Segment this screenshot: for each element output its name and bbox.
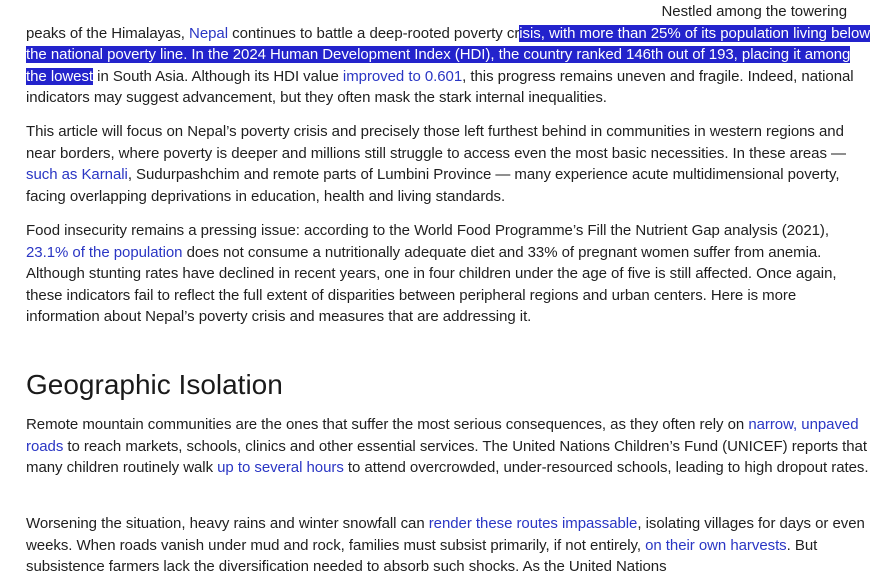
focus-text: , Sudurpashchim and remote parts of Lumbini Province — many experience acute multidimensional poverty, facing overlapping deprivations in education, health and living standards.	[26, 166, 840, 205]
focus-paragraph	[26, 121, 871, 207]
intro-text: in South Asia. Although its HDI value	[93, 67, 343, 85]
isolation-text: to attend overcrowded, under-resourced schools, leading to high dropout rates.	[343, 459, 869, 477]
intro-paragraph	[26, 1, 871, 109]
food-insecurity-paragraph	[26, 220, 871, 328]
food-text: does not consume a nutritionally adequate diet and 33% of pregnant women suffer from anemia. Although stunting rates have declined in recent years, one in four children under the age of five is still affected. Once again, these indicators fail to reflect the full extent of disparities between peripheral regions and urban centers. Here is more information about Nepal’s poverty crisis and measures that are addressing it.	[26, 243, 837, 326]
intro-lead-text: Nestled among the towering	[661, 3, 847, 20]
nepal-link[interactable]: Nepal	[189, 24, 228, 42]
selected-text-highlight[interactable]: isis, with more than 25% of its population living below the national poverty line. In the 2024 Human Development Index (HDI), the country ranked 146th out of 193, placing it among the lowest	[26, 24, 871, 85]
karnali-link[interactable]: such as Karnali	[26, 166, 128, 184]
population-link[interactable]: 23.1% of the population	[26, 243, 183, 261]
routes-link[interactable]: render these routes impassable	[428, 515, 638, 532]
intro-text: peaks of the Himalayas,	[26, 24, 190, 42]
weather-text: Worsening the situation, heavy rains and winter snowfall can	[26, 515, 429, 532]
isolation-text: Remote mountain communities are the ones that suffer the most serious consequences, as they often rely on	[26, 416, 749, 433]
intro-text: , this progress remains uneven and fragile. Indeed, national indicators may suggest advancement, but they often mask the stark internal inequalities.	[26, 67, 854, 107]
isolation-paragraph	[26, 414, 871, 479]
isolation-text: to reach markets, schools, clinics and other essential services. The United Nations Children’s Fund (UNICEF) reports that many children routinely walk	[26, 437, 867, 477]
weather-paragraph	[26, 513, 871, 578]
roads-link[interactable]: narrow, unpaved roads	[26, 416, 859, 455]
intro-text: continues to battle a deep-rooted poverty cr	[228, 24, 520, 42]
hdi-improved-link[interactable]: improved to 0.601	[342, 67, 463, 85]
weather-text: . But subsistence farmers lack the diversification needed to absorb such shocks. As the United Nations	[26, 536, 818, 576]
harvests-link[interactable]: on their own harvests	[645, 536, 787, 554]
focus-text: This article will focus on Nepal’s poverty crisis and precisely those left furthest behind in communities in western regions and near borders, where poverty is deeper and millions still struggle to access even the most basic necessities. In these areas —	[26, 123, 846, 162]
section-heading: Geographic Isolation	[26, 369, 283, 400]
food-text: Food insecurity remains a pressing issue: according to the World Food Programme’s Fill the Nutrient Gap analysis (2021),	[26, 222, 829, 239]
hours-link[interactable]: up to several hours	[217, 459, 344, 477]
weather-text: , isolating villages for days or even weeks. When roads vanish under mud and rock, families must subsist primarily, if not entirely,	[26, 515, 865, 554]
